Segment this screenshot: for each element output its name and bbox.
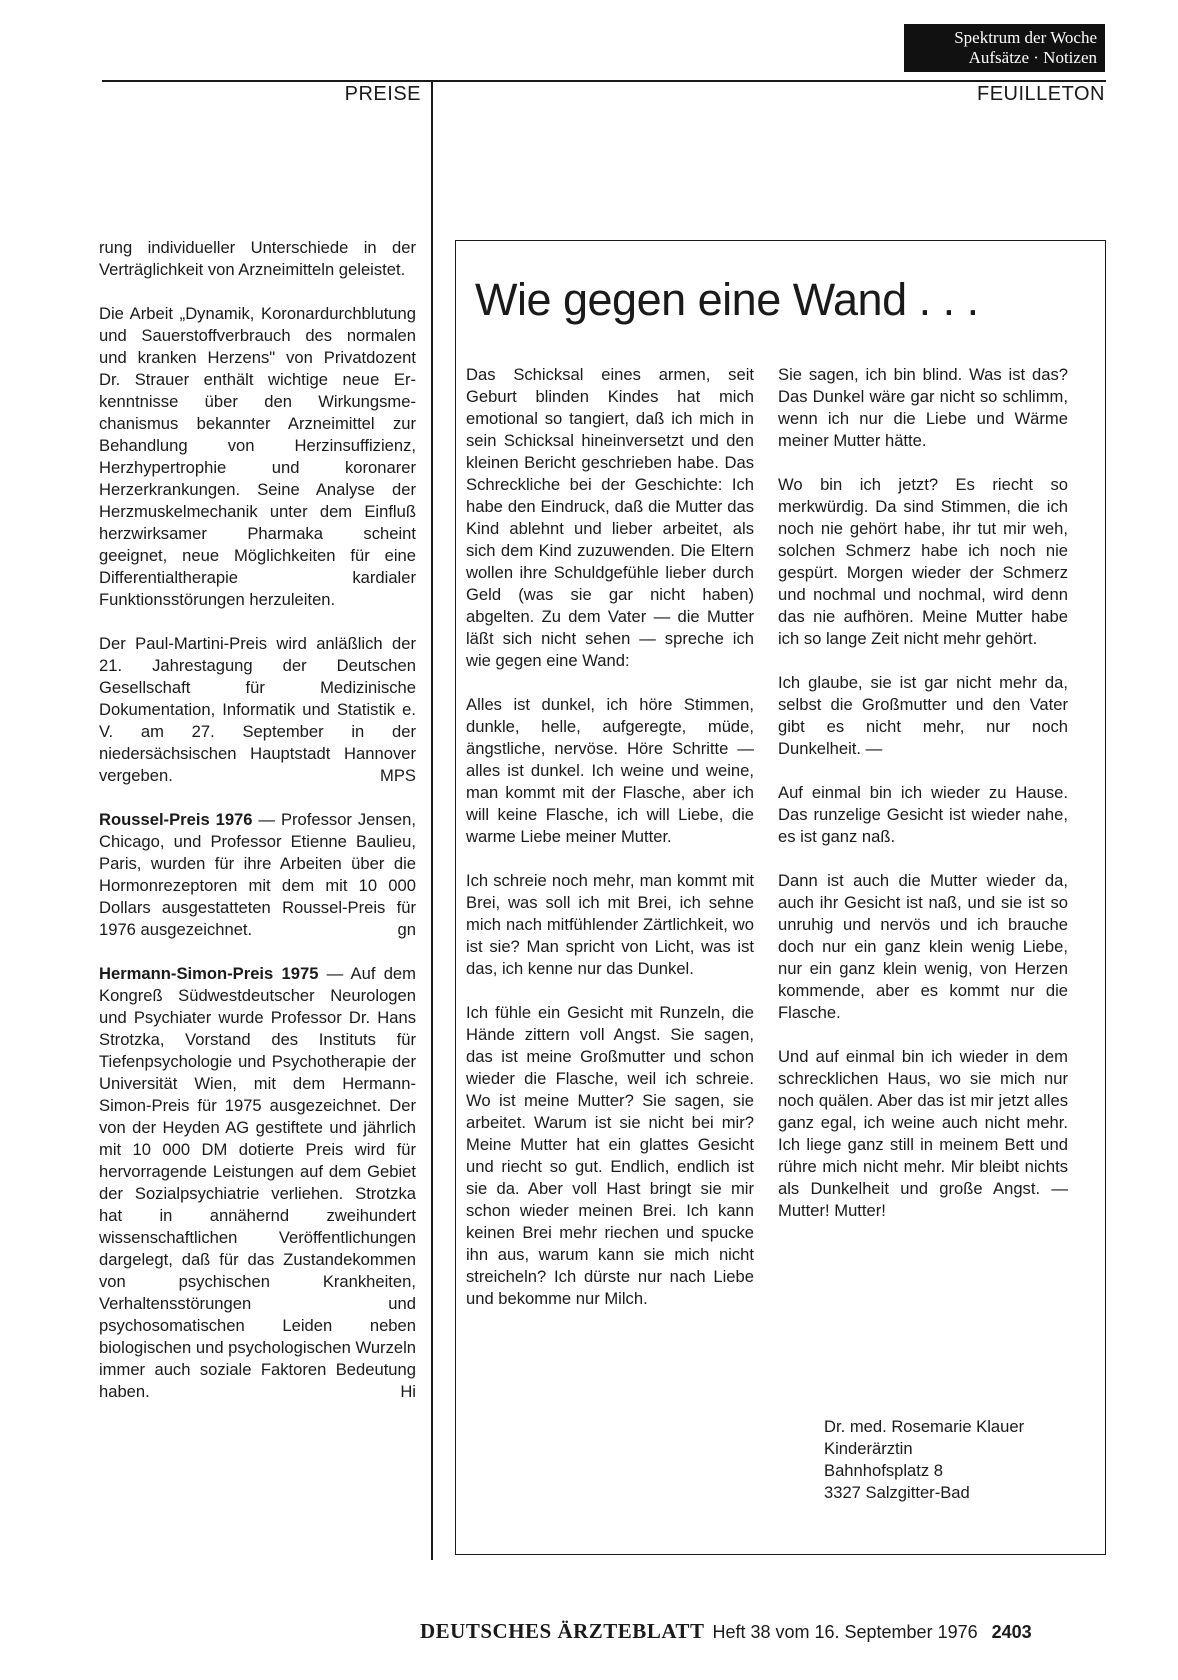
- prize-title: Roussel-Preis 1976: [99, 810, 253, 829]
- section-badge: [904, 24, 1105, 72]
- section-badge-line1: Spektrum der Woche: [954, 28, 1097, 47]
- article-paragraph: Und auf einmal bin ich wieder in dem schrecklichen Haus, wo sie mich nur noch quälen. Aber das ist mir jetzt alles ganz egal, ich weine auch nicht mehr. Ich liege ganz still in meinem Bett und rühre mich nicht mehr. Mir bleibt nichts als Dunkelheit und große Angst. — Mutter! Mutter!: [778, 1047, 1068, 1220]
- prizes-paragraph: [99, 809, 416, 941]
- prizes-column: [99, 237, 416, 1425]
- author-city: 3327 Salzgitter-Bad: [824, 1483, 970, 1502]
- author-title: Kinderärztin: [824, 1439, 913, 1458]
- page-number: 2403: [991, 1622, 1032, 1642]
- article-column-right: [778, 364, 1068, 1244]
- section-label-feuilleton: FEUILLETON: [977, 83, 1105, 105]
- author-name: Dr. med. Rosemarie Klauer: [824, 1417, 1025, 1436]
- column-rule: [431, 80, 433, 1560]
- article-paragraph: Alles ist dunkel, ich höre Stimmen, dunkle, helle, aufgeregte, müde, ängstliche, nervöse. Höre Schritte — alles ist dunkel. Ich weine und weine, man kommt mit der Flasche, aber ich will keine Flasche, ich will Liebe, die warme Liebe meiner Mutter.: [466, 695, 754, 846]
- section-badge-line2: Aufsätze · Notizen: [968, 48, 1097, 67]
- author-initials: MPS: [380, 766, 416, 785]
- article-paragraph: Dann ist auch die Mutter wieder da, auch ihr Gesicht ist naß, und sie ist so unruhig und nervös und ich brauche doch nur ein ganz klein wenig Liebe, nur ein ganz klein wenig, von Herzen kommende, aber es kommt nur die Flasche.: [778, 871, 1068, 1022]
- author-initials: Hi: [400, 1382, 416, 1401]
- article-column-left: [466, 364, 754, 1332]
- article-paragraph: Wo bin ich jetzt? Es riecht so merkwürdig. Da sind Stimmen, die ich noch nie gehört habe, ihr tut mir weh, solchen Schmerz habe ich noch nie gespürt. Morgen wieder der Schmerz und nochmal und nochmal, wird denn das nie aufhören. Meine Mutter habe ich so lange Zeit nicht mehr gehört.: [778, 475, 1068, 648]
- article-paragraph: Ich fühle ein Gesicht mit Runzeln, die Hände zittern voll Angst. Sie sagen, das ist meine Großmutter und schon wieder die Flasche, weil ich schreie. Wo ist meine Mutter? Sie sagen, sie arbeitet. Warum ist sie nicht bei mir? Meine Mutter hat ein glattes Gesicht und riecht so gut. Endlich, endlich ist sie da. Aber voll Hast bringt sie mir schon wieder meinen Brei. Ich kann keinen Brei mehr riechen und spucke ihn aus, warum kann sie mich nicht streicheln? Ich dürste nur nach Liebe und bekomme nur Milch.: [466, 1003, 754, 1308]
- article-paragraph: Sie sagen, ich bin blind. Was ist das? Das Dunkel wäre gar nicht so schlimm, wenn ich nur die Liebe und Wärme meiner Mutter hätte.: [778, 365, 1068, 450]
- article-paragraph: Ich glaube, sie ist gar nicht mehr da, selbst die Großmutter und den Vater gibt es nicht mehr, nur noch Dunkelheit. —: [778, 673, 1068, 758]
- article-paragraph: Auf einmal bin ich wieder zu Hause. Das runzelige Gesicht ist wieder nahe, es ist ganz naß.: [778, 783, 1068, 846]
- prize-title: Hermann-Simon-Preis 1975: [99, 964, 319, 983]
- top-rule: [102, 80, 1106, 82]
- prizes-paragraph: Die Arbeit „Dynamik, Koronardurchblutung und Sauerstoffverbrauch des normalen und kranken Herzens" von Privatdozent Dr. Strauer enthält wichtige neue Erkenntnisse über den Wirkungsmechanismus bekannter Arzneimittel zur Behandlung von Herzinsuffizienz, Herzhypertrophie und koronarer Herzerkrankungen. Seine Analyse der Herzmuskelmechanik unter dem Einfluß herzwirksamer Pharmaka scheint geeignet, neue Möglichkeiten für eine Differentialtherapie kardialer Funktionsstörungen herzuleiten.: [99, 304, 416, 609]
- paragraph-text: Der Paul-Martini-Preis wird anläßlich der 21. Jahrestagung der Deutschen Gesellschaft für Medizinische Dokumentation, Informatik und Statistik e. V. am 27. September in der niedersächsischen Hauptstadt Hannover vergeben.: [99, 634, 416, 785]
- issue-info: Heft 38 vom 16. September 1976: [712, 1622, 978, 1642]
- article-headline: Wie gegen eine Wand . . .: [475, 274, 979, 325]
- author-block: [824, 1416, 1024, 1504]
- article-paragraph: Ich schreie noch mehr, man kommt mit Brei, was soll ich mit Brei, ich sehne mich nach mitfühlender Zärtlichkeit, wo ist sie? Man spricht von Licht, was ist das, ich kenne nur das Dunkel.: [466, 871, 754, 978]
- section-label-preise: PREISE: [344, 83, 421, 105]
- page-footer: [420, 1619, 1120, 1644]
- author-initials: gn: [397, 920, 416, 939]
- paragraph-text: — Auf dem Kongreß Südwestdeutscher Neurologen und Psychiater wurde Professor Dr. Hans Strotzka, Vorstand des Instituts für Tiefenpsychologie und Psychotherapie der Universität Wien, mit dem Hermann-Simon-Preis für 1975 ausgezeichnet. Der von der Heyden AG gestiftete und jährlich mit 10 000 DM dotierte Preis wird für hervorragende Leistungen auf dem Gebiet der Sozialpsychiatrie verliehen. Strotzka hat in annähernd zweihundert wissenschaftlichen Veröffentlichungen dargelegt, daß für das Zustandekommen von psychischen Krankheiten, Verhaltensstörungen und psychosomatischen Leiden neben biologischen und psychologischen Wurzeln immer auch soziale Faktoren Bedeutung haben.: [99, 964, 417, 1401]
- prizes-paragraph: rung individueller Unterschiede in der Verträglichkeit von Arzneimitteln geleistet.: [99, 238, 416, 279]
- prizes-paragraph: [99, 963, 416, 1403]
- article-paragraph: Das Schicksal eines armen, seit Geburt blinden Kindes hat mich emotional so tangiert, daß ich mich in sein Schicksal hineinversetzt und den kleinen Bericht geschrieben habe. Das Schreckliche bei der Geschichte: Ich habe den Eindruck, daß die Mutter das Kind ablehnt und lieber arbeitet, als sich dem Kind zuzuwenden. Die Eltern wollen ihre Schuldgefühle lieber durch Geld (was sie gar nicht haben) abgelten. Zu dem Vater — die Mutter läßt sich nicht sehen — spreche ich wie gegen eine Wand:: [466, 365, 754, 670]
- paragraph-text: — Professor Jensen, Chicago, und Professor Etienne Baulieu, Paris, wurden für ihre Arbeiten über die Hormonrezeptoren mit dem mit 10 000 Dollars ausgestatteten Roussel-Preis für 1976 ausgezeichnet.: [99, 810, 416, 939]
- journal-masthead: DEUTSCHES ÄRZTEBLATT: [420, 1619, 705, 1643]
- prizes-paragraph: [99, 633, 416, 787]
- author-street: Bahnhofsplatz 8: [824, 1461, 944, 1480]
